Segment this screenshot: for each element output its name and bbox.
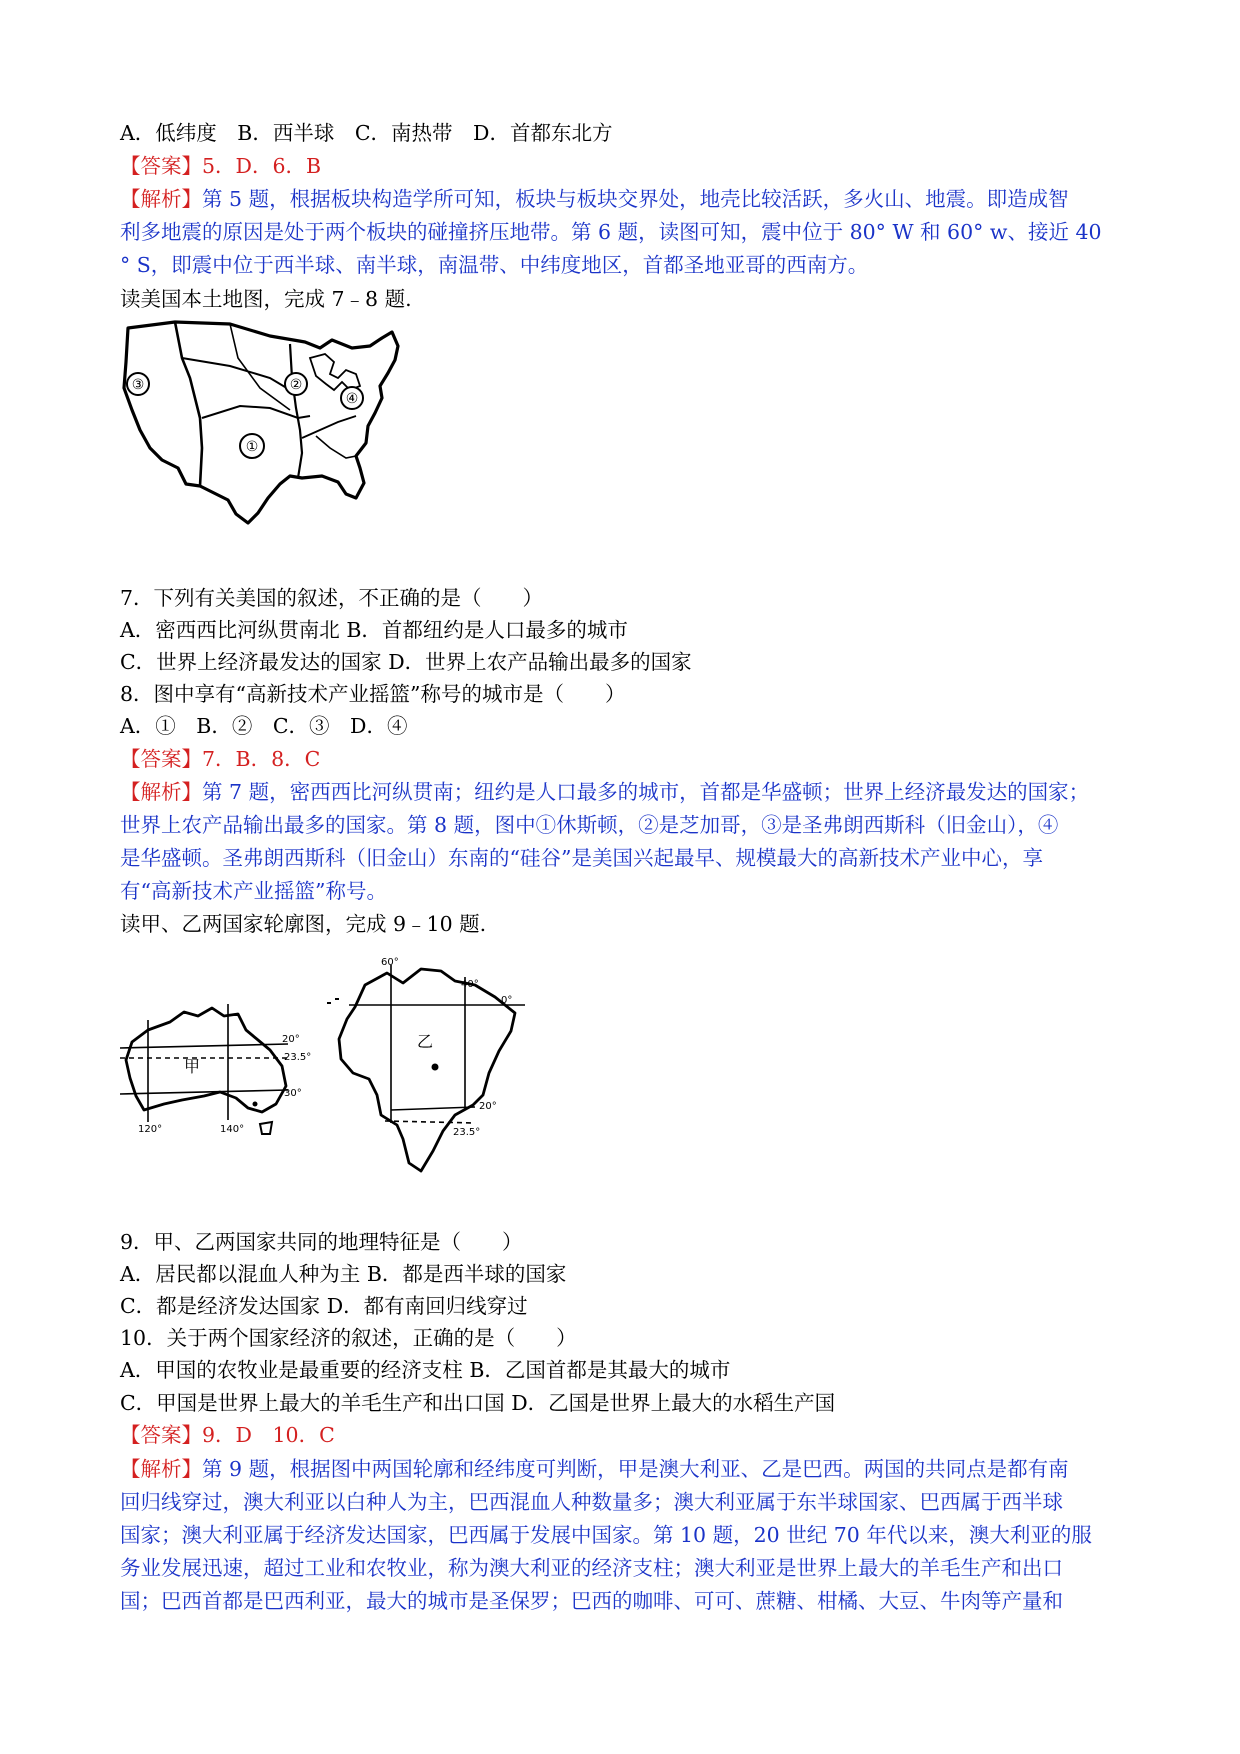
mississippi-river [290,344,302,478]
explanation-text: 第 7 题，密西西比河纵贯南；纽约是人口最多的城市，首都是华盛顿；世界上经济最发达的国家； [202,780,1090,804]
lon-label-140: 140° [220,1124,245,1135]
explanation-9-10-line1 [120,1453,1130,1486]
tropic-of-capricorn [385,1121,475,1123]
answer-text: 5．D．6．B [202,154,322,178]
answer-tag: 【答案】 [120,154,202,178]
question-8-options: A．① B．② C．③ D．④ [120,714,408,738]
question-8: 8．图中享有“高新技术产业摇篮”称号的城市是（ ） [120,682,626,706]
latitude-30 [120,1090,288,1094]
answer-tag: 【答案】 [120,747,202,771]
explanation-9-10-line4: 务业发展迅速，超过工业和农牧业，称为澳大利亚的经济支柱；澳大利亚是世界上最大的羊毛生产和出口 [120,1556,1063,1580]
map-label-2: ② [289,377,303,393]
explanation-text: 第 9 题，根据图中两国轮廓和经纬度可判断，甲是澳大利亚、乙是巴西。两国的共同点是都有南 [202,1457,1069,1481]
answer-tag: 【答案】 [120,1423,202,1447]
question-9: 9．甲、乙两国家共同的地理特征是（ ） [120,1230,523,1254]
islands [327,999,339,1003]
great-lakes [310,354,360,390]
australia-map-figure [120,1000,312,1135]
state-border [182,358,295,393]
question-7-options-ab: A．密西西比河纵贯南北 B．首都纽约是人口最多的城市 [120,618,628,642]
state-border [316,436,356,458]
question-10-options-ab: A．甲国的农牧业是最重要的经济支柱 B．乙国首都是其最大的城市 [120,1358,731,1382]
capital-dot [432,1064,439,1071]
question-10-options-cd: C．甲国是世界上最大的羊毛生产和出口国 D．乙国是世界上最大的水稻生产国 [120,1391,836,1415]
river [302,416,356,438]
explanation-5-6-line2: 利多地震的原因是处于两个板块的碰撞挤压地带。第 6 题，读图可知，震中位于 80° W 和 60° w、接近 40 [120,220,1102,244]
explanation-5-6-line1 [120,183,1130,216]
explanation-7-8-line3: 是华盛顿。圣弗朗西斯科（旧金山）东南的“硅谷”是美国兴起最早、规模最大的高新技术产业中心，享 [120,846,1043,870]
question-7: 7．下列有关美国的叙述，不正确的是（ ） [120,586,544,610]
explanation-text: 第 5 题，根据板块构造学所可知，板块与板块交界处，地壳比较活跃，多火山、地震。即造成智 [202,187,1069,211]
explanation-tag: 【解析】 [120,187,202,211]
australia-map [120,1000,312,1135]
map-label-3: ③ [131,377,145,393]
latitude-20 [120,1044,288,1048]
australia-outline [126,1008,286,1112]
explanation-9-10-line3: 国家；澳大利亚属于经济发达国家，巴西属于发展中国家。第 10 题，20 世纪 70 年代以来，澳大利亚的服 [120,1523,1092,1547]
map-label-4: ④ [345,391,359,407]
river [202,406,310,418]
lat-label-23-5: 23.5° [453,1127,481,1138]
state-border [175,322,202,486]
explanation-tag: 【解析】 [120,780,202,804]
explanation-9-10-line2: 回归线穿过，澳大利亚以白种人为主，巴西混血人种数量多；澳大利亚属于东半球国家、巴西属于西半球 [120,1490,1063,1514]
intro-7-8: 读美国本土地图，完成 7﹣8 题. [120,287,412,311]
usa-map-figure [120,318,440,528]
lat-label-23-5: 23.5° [284,1052,312,1063]
explanation-7-8-line2: 世界上农产品输出最多的国家。第 8 题，图中①休斯顿，②是芝加哥，③是圣弗朗西斯科（旧金山），④ [120,813,1059,837]
question-9-options-ab: A．居民都以混血人种为主 B．都是西半球的国家 [120,1262,567,1286]
australia-label: 甲 [183,1057,201,1076]
q6-options: A．低纬度 B．西半球 C．南热带 D．首都东北方 [120,121,613,145]
brazil-map-figure [325,955,535,1195]
lat-label-0: 0° [501,995,513,1006]
question-9-options-cd: C．都是经济发达国家 D．都有南回归线穿过 [120,1294,528,1318]
lon-label-120: 120° [138,1124,163,1135]
explanation-7-8-line1 [120,776,1130,809]
answer-7-8 [120,743,1130,776]
brazil-label: 乙 [416,1032,434,1051]
explanation-9-10-line5: 国；巴西首都是巴西利亚，最大的城市是圣保罗；巴西的咖啡、可可、蔗糖、柑橘、大豆、牛肉等产量和 [120,1589,1063,1613]
answer-9-10 [120,1419,1130,1452]
answer-5-6 [120,150,1130,183]
question-7-options-cd: C．世界上经济最发达的国家 D．世界上农产品输出最多的国家 [120,650,692,674]
question-10: 10．关于两个国家经济的叙述，正确的是（ ） [120,1326,577,1350]
explanation-7-8-line4: 有“高新技术产业摇篮”称号。 [120,879,387,903]
explanation-tag: 【解析】 [120,1457,202,1481]
lat-label-20: 20° [479,1101,497,1112]
city-dot [253,1102,258,1107]
answer-text: 9．D 10．C [202,1423,335,1447]
usa-map [120,318,440,528]
brazil-outline [339,969,515,1171]
answer-text: 7．B．8．C [202,747,321,771]
lon-label-40: 40° [461,979,479,990]
tasmania [260,1122,272,1134]
lon-label-60: 60° [381,957,399,968]
usa-outline [124,322,398,523]
explanation-5-6-line3: ° S，即震中位于西半球、南半球，南温带、中纬度地区，首都圣地亚哥的西南方。 [120,253,869,277]
lat-label-30: 30° [284,1088,302,1099]
map-label-1: ① [245,439,259,455]
intro-9-10: 读甲、乙两国家轮廓图，完成 9﹣10 题. [120,912,487,936]
lat-label-20: 20° [282,1034,300,1045]
brazil-map [325,955,535,1195]
